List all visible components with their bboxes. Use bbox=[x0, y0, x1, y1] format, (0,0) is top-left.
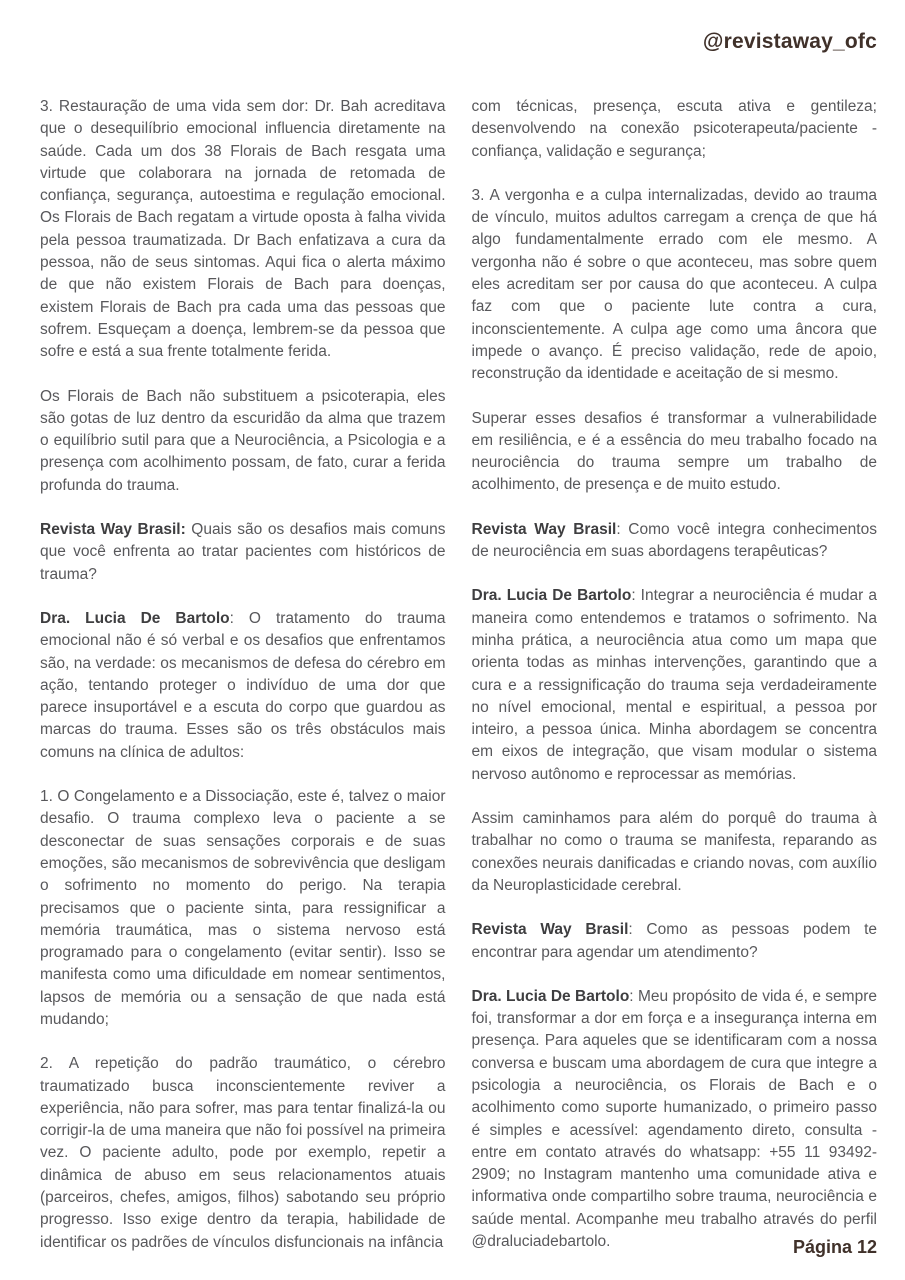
paragraph bbox=[40, 1053, 446, 1254]
paragraph-text: : O tratamento do trauma emocional não é só verbal e os desafios que enfrentamos são, na verdade: os mecanismos de defesa do cérebro em ação, tentando proteger o indivíduo de uma dor que parece insuportável e a escuta do corpo que guardou as marcas do trauma. Esses são os três obstáculos mais comuns na clínica de adultos: bbox=[40, 609, 446, 761]
paragraph-text: : Como as pessoas podem te encontrar para agendar um atendimento? bbox=[471, 921, 877, 961]
paragraph-text: Superar esses desafios é transformar a vulnerabilidade em resiliência, e é a essência do meu trabalho focado na neurociência do trauma sempre um trabalho de acolhimento, de presença e de muito estudo. bbox=[471, 409, 877, 494]
paragraph-text: : Como você integra conhecimentos de neurociência em suas abordagens terapêuticas? bbox=[471, 520, 877, 561]
speaker-label: Dra. Lucia De Bartolo bbox=[471, 587, 632, 605]
speaker-label: Dra. Lucia De Bartolo bbox=[471, 987, 630, 1005]
paragraph-text: Os Florais de Bach não substituem a psicoterapia, eles são gotas de luz dentro da escuridão da alma que trazem o equilíbrio sutil para que a Neurociência, a Psicologia e a presença com acolhimento possam, de fato, curar a ferida profunda do trauma. bbox=[40, 387, 446, 494]
paragraph bbox=[40, 96, 446, 364]
article-content bbox=[40, 96, 877, 1254]
paragraph-text: 2. A repetição do padrão traumático, o cérebro traumatizado busca inconscientemente reviver a experiência, não para sofrer, mas para tentar finalizá-la ou corrigir-la de uma maneira que não foi possível na primeira vez. O paciente adulto, pode por exemplo, repetir a dinâmica de abuso em seus relacionamentos atuais (parceiros, chefes, amigos, filhos) sabotando seu próprio progresso. Isso exige dentro da terapia, habilidade de identificar os padrões de vínculos disfuncionais na infância bbox=[40, 1055, 446, 1251]
paragraph-text: 1. O Congelamento e a Dissociação, este é, talvez o maior desafio. O trauma complexo leva o paciente a se desconectar de suas sensações corporais e de suas emoções, são mecanismos de sobrevivência que desligam o sofrimento no momento do perigo. Na terapia precisamos que o paciente sinta, para ressignificar a memória traumática, mas o sistema nervoso está programado para o congelamento (evitar sentir). Isso se manifesta como uma dificuldade em nomear sentimentos, lapsos de memória ou a sensação de que nada está mudando; bbox=[40, 788, 446, 1028]
paragraph bbox=[40, 786, 446, 1031]
paragraph bbox=[472, 408, 878, 497]
page-number: Página 12 bbox=[792, 1237, 877, 1257]
paragraph-text: Quais são os desafios mais comuns que você enfrenta ao tratar pacientes com históricos de trauma? bbox=[40, 521, 446, 583]
speaker-label: Revista Way Brasil: bbox=[40, 521, 186, 539]
left-column bbox=[40, 96, 446, 1254]
speaker-label: Revista Way Brasil bbox=[471, 921, 629, 939]
paragraph-text: com técnicas, presença, escuta ativa e gentileza; desenvolvendo na conexão psicoterapeuta/paciente - confiança, validação e segurança; bbox=[471, 98, 877, 160]
paragraph-text: : Integrar a neurociência é mudar a maneira como entendemos e tratamos o sofrimento. Na minha prática, a neurociência atua como um mapa que orienta todas as minhas intervenções, garantindo que a cura e a ressignificação do trauma seja verdadeiramente no nível emocional, mental e espiritual, a pessoa por inteiro, a pessoa única. Minha abordagem se concentra em eixos de integração, que visam modular o sistema nervoso autônomo e reprocessar as memórias. bbox=[471, 587, 877, 783]
paragraph bbox=[472, 808, 878, 897]
paragraph bbox=[472, 96, 878, 163]
right-column bbox=[472, 96, 878, 1254]
speaker-label: Dra. Lucia De Bartolo bbox=[40, 609, 230, 627]
paragraph-text: Assim caminhamos para além do porquê do trauma à trabalhar no como o trauma se manifesta, reparando as conexões neurais danificadas e criando novas, com auxílio da Neuroplasticidade cerebral. bbox=[471, 810, 877, 894]
paragraph bbox=[472, 519, 878, 564]
magazine-handle: @revistaway_ofc bbox=[702, 30, 877, 53]
paragraph bbox=[40, 386, 446, 497]
paragraph bbox=[40, 519, 446, 586]
paragraph-text: 3. A vergonha e a culpa internalizadas, devido ao trauma de vínculo, muitos adultos carregam a crença de que há algo fundamentalmente errado com ele mesmo. A vergonha não é sobre o que aconteceu, mas sobre quem eles acreditam ser por causa do que aconteceu. A culpa faz com que o paciente lute contra a cura, inconscientemente. A culpa age como uma âncora que impede o avanço. É preciso validação, rede de apoio, reconstrução da identidade e aceitação de si mesmo. bbox=[471, 186, 877, 383]
paragraph-text: 3. Restauração de uma vida sem dor: Dr. Bah acreditava que o desequilíbrio emocional influencia diretamente na saúde. Cada um dos 38 Florais de Bach resgata uma virtude que colaborara na jornada de retomada de confiança, segurança, autoestima e regulação emocional. Os Florais de Bach regatam a virtude oposta à falha vivida pela pessoa traumatizada. Dr Bach enfatizava a cura da pessoa, não de seus sintomas. Aqui fica o alerta máximo de que não existem Florais de Bach para doenças, existem Florais de Bach pra cada uma das pessoas que sofrem. Esqueçam a doença, lembrem-se da pessoa que sofre e está a sua frente totalmente ferida. bbox=[40, 98, 446, 361]
paragraph bbox=[472, 919, 878, 964]
paragraph bbox=[472, 185, 878, 386]
paragraph bbox=[40, 608, 446, 764]
speaker-label: Revista Way Brasil bbox=[471, 520, 617, 538]
paragraph bbox=[472, 585, 878, 786]
paragraph bbox=[472, 986, 878, 1254]
paragraph-text: : Meu propósito de vida é, e sempre foi, transformar a dor em força e a insegurança interna em presença. Para aqueles que se identificaram com a nossa conversa e buscam uma abordagem de cura que integre a psicologia a neurociência, os Florais de Bach e o acolhimento como suporte humanizado, o primeiro passo é simples e acessível: agendamento direto, consulta - entre em contato através do whatsapp: +55 11 93492-2909; no Instagram mantenho uma comunidade ativa e informativa onde compartilho sobre trauma, neurociência e saúde mental. Acompanhe meu trabalho através do perfil @draluciadebartolo. bbox=[471, 987, 877, 1251]
page-header bbox=[40, 30, 877, 68]
page-footer bbox=[793, 1237, 877, 1258]
